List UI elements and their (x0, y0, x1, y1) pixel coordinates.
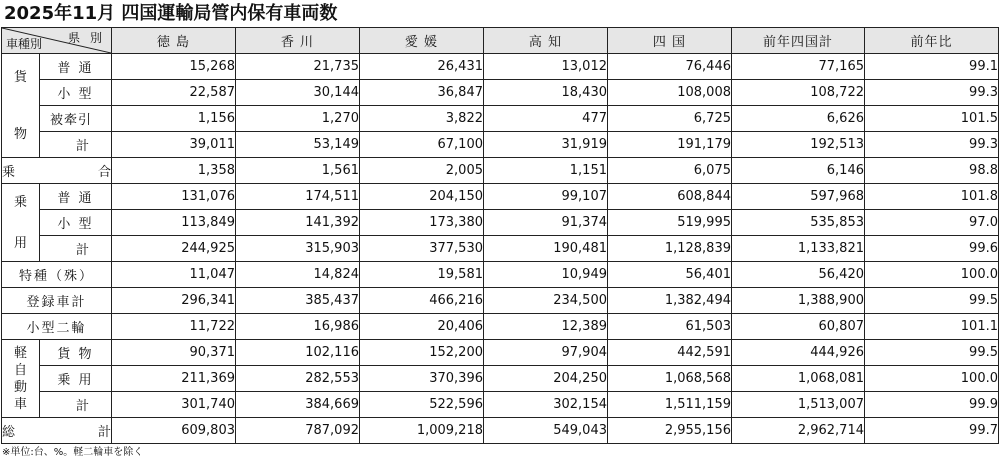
cell-value: 22,587 (112, 80, 236, 106)
table-row (2, 314, 999, 340)
cell-value: 61,503 (608, 314, 732, 340)
cell-value: 39,011 (112, 132, 236, 158)
row-label: 小型二輪 (2, 314, 112, 340)
table-row (2, 288, 999, 314)
cell-value: 99.9 (865, 392, 999, 418)
corner-label-vehicle-type: 車種別 (6, 37, 43, 51)
cell-value: 608,844 (608, 184, 732, 210)
cell-value: 384,669 (236, 392, 360, 418)
cell-value: 99.1 (865, 54, 999, 80)
cell-value: 466,216 (360, 288, 484, 314)
column-header: 高 知 (484, 28, 608, 54)
cell-value: 1,009,218 (360, 418, 484, 444)
row-label: 総計 (2, 418, 112, 444)
row-label: 登録車計 (2, 288, 112, 314)
cell-value: 296,341 (112, 288, 236, 314)
cell-value: 99.7 (865, 418, 999, 444)
cell-value: 97.0 (865, 210, 999, 236)
cell-value: 113,849 (112, 210, 236, 236)
cell-value: 99.3 (865, 132, 999, 158)
group-char: 乗 (13, 194, 27, 210)
cell-value: 101.8 (865, 184, 999, 210)
row-label: 乗合 (2, 158, 112, 184)
cell-value: 26,431 (360, 54, 484, 80)
row-label: 計 (40, 132, 112, 158)
cell-value: 53,149 (236, 132, 360, 158)
table-row (2, 132, 999, 158)
cell-value: 15,268 (112, 54, 236, 80)
cell-value: 522,596 (360, 392, 484, 418)
cell-value: 131,076 (112, 184, 236, 210)
group-char: 物 (13, 126, 27, 142)
group-char: 自 (13, 362, 27, 378)
table-row (2, 392, 999, 418)
cell-value: 30,144 (236, 80, 360, 106)
cell-value: 99.3 (865, 80, 999, 106)
cell-value: 1,068,568 (608, 366, 732, 392)
cell-value: 191,179 (608, 132, 732, 158)
cell-value: 99.6 (865, 236, 999, 262)
row-label: 特種（殊） (2, 262, 112, 288)
table-row (2, 236, 999, 262)
cell-value: 1,151 (484, 158, 608, 184)
cell-value: 597,968 (732, 184, 865, 210)
cell-value: 108,722 (732, 80, 865, 106)
cell-value: 549,043 (484, 418, 608, 444)
cell-value: 282,553 (236, 366, 360, 392)
group-char: 軽 (13, 345, 27, 361)
cell-value: 13,012 (484, 54, 608, 80)
table-row (2, 106, 999, 132)
cell-value: 2,005 (360, 158, 484, 184)
cell-value: 3,822 (360, 106, 484, 132)
cell-value: 301,740 (112, 392, 236, 418)
cell-value: 519,995 (608, 210, 732, 236)
footnote: ※単位:台、%。軽二輪車を除く (2, 447, 144, 458)
cell-value: 36,847 (360, 80, 484, 106)
cell-value: 1,358 (112, 158, 236, 184)
table-row (2, 262, 999, 288)
row-label: 計 (40, 392, 112, 418)
header-corner (2, 28, 112, 54)
cell-value: 385,437 (236, 288, 360, 314)
cell-value: 108,008 (608, 80, 732, 106)
cell-value: 1,511,159 (608, 392, 732, 418)
cell-value: 1,270 (236, 106, 360, 132)
row-label: 貨 物 (40, 340, 112, 366)
group-char: 貨 (13, 69, 27, 85)
group-label-passenger (2, 184, 40, 262)
group-char: 車 (13, 396, 27, 412)
table-row (2, 184, 999, 210)
column-header: 徳 島 (112, 28, 236, 54)
cell-value: 102,116 (236, 340, 360, 366)
cell-value: 152,200 (360, 340, 484, 366)
group-label-freight (2, 54, 40, 158)
cell-value: 141,392 (236, 210, 360, 236)
page-title: 2025年11月 四国運輸局管内保有車両数 (4, 3, 338, 24)
table-row (2, 418, 999, 444)
group-char: 用 (13, 235, 27, 251)
cell-value: 99.5 (865, 288, 999, 314)
column-header: 香 川 (236, 28, 360, 54)
cell-value: 12,389 (484, 314, 608, 340)
cell-value: 192,513 (732, 132, 865, 158)
row-label: 普 通 (40, 54, 112, 80)
cell-value: 90,371 (112, 340, 236, 366)
row-label: 計 (40, 236, 112, 262)
cell-value: 377,530 (360, 236, 484, 262)
cell-value: 6,725 (608, 106, 732, 132)
cell-value: 14,824 (236, 262, 360, 288)
cell-value: 1,156 (112, 106, 236, 132)
cell-value: 1,513,007 (732, 392, 865, 418)
cell-value: 21,735 (236, 54, 360, 80)
cell-value: 211,369 (112, 366, 236, 392)
cell-value: 11,047 (112, 262, 236, 288)
cell-value: 1,068,081 (732, 366, 865, 392)
cell-value: 16,986 (236, 314, 360, 340)
row-label: 普 通 (40, 184, 112, 210)
table-row (2, 210, 999, 236)
cell-value: 77,165 (732, 54, 865, 80)
cell-value: 100.0 (865, 366, 999, 392)
cell-value: 2,962,714 (732, 418, 865, 444)
table-row (2, 80, 999, 106)
header-row (2, 28, 999, 54)
column-header: 愛 媛 (360, 28, 484, 54)
cell-value: 6,146 (732, 158, 865, 184)
cell-value: 477 (484, 106, 608, 132)
cell-value: 1,382,494 (608, 288, 732, 314)
cell-value: 100.0 (865, 262, 999, 288)
cell-value: 442,591 (608, 340, 732, 366)
cell-value: 6,626 (732, 106, 865, 132)
cell-value: 1,388,900 (732, 288, 865, 314)
cell-value: 204,150 (360, 184, 484, 210)
table-row (2, 158, 999, 184)
cell-value: 1,133,821 (732, 236, 865, 262)
table-row (2, 54, 999, 80)
vehicle-count-table (1, 27, 999, 444)
column-header: 四 国 (608, 28, 732, 54)
group-char: 動 (13, 379, 27, 395)
cell-value: 101.1 (865, 314, 999, 340)
cell-value: 174,511 (236, 184, 360, 210)
group-spacer (2, 85, 39, 127)
column-header: 前年四国計 (732, 28, 865, 54)
cell-value: 20,406 (360, 314, 484, 340)
cell-value: 98.8 (865, 158, 999, 184)
row-label: 乗 用 (40, 366, 112, 392)
cell-value: 2,955,156 (608, 418, 732, 444)
group-spacer (2, 210, 39, 236)
cell-value: 19,581 (360, 262, 484, 288)
cell-value: 6,075 (608, 158, 732, 184)
row-label: 小 型 (40, 80, 112, 106)
cell-value: 97,904 (484, 340, 608, 366)
cell-value: 56,401 (608, 262, 732, 288)
cell-value: 190,481 (484, 236, 608, 262)
cell-value: 101.5 (865, 106, 999, 132)
cell-value: 787,092 (236, 418, 360, 444)
cell-value: 444,926 (732, 340, 865, 366)
cell-value: 91,374 (484, 210, 608, 236)
cell-value: 60,807 (732, 314, 865, 340)
cell-value: 370,396 (360, 366, 484, 392)
corner-label-prefecture: 県 別 (68, 31, 105, 45)
cell-value: 31,919 (484, 132, 608, 158)
cell-value: 302,154 (484, 392, 608, 418)
cell-value: 76,446 (608, 54, 732, 80)
row-label: 小 型 (40, 210, 112, 236)
cell-value: 173,380 (360, 210, 484, 236)
cell-value: 11,722 (112, 314, 236, 340)
group-label-kei (2, 340, 40, 418)
cell-value: 1,128,839 (608, 236, 732, 262)
cell-value: 18,430 (484, 80, 608, 106)
cell-value: 234,500 (484, 288, 608, 314)
cell-value: 315,903 (236, 236, 360, 262)
cell-value: 56,420 (732, 262, 865, 288)
cell-value: 244,925 (112, 236, 236, 262)
cell-value: 99,107 (484, 184, 608, 210)
cell-value: 535,853 (732, 210, 865, 236)
table-row (2, 366, 999, 392)
cell-value: 609,803 (112, 418, 236, 444)
cell-value: 99.5 (865, 340, 999, 366)
cell-value: 67,100 (360, 132, 484, 158)
column-header: 前年比 (865, 28, 999, 54)
cell-value: 1,561 (236, 158, 360, 184)
cell-value: 204,250 (484, 366, 608, 392)
table-row (2, 340, 999, 366)
cell-value: 10,949 (484, 262, 608, 288)
row-label: 被牽引 (40, 106, 112, 132)
